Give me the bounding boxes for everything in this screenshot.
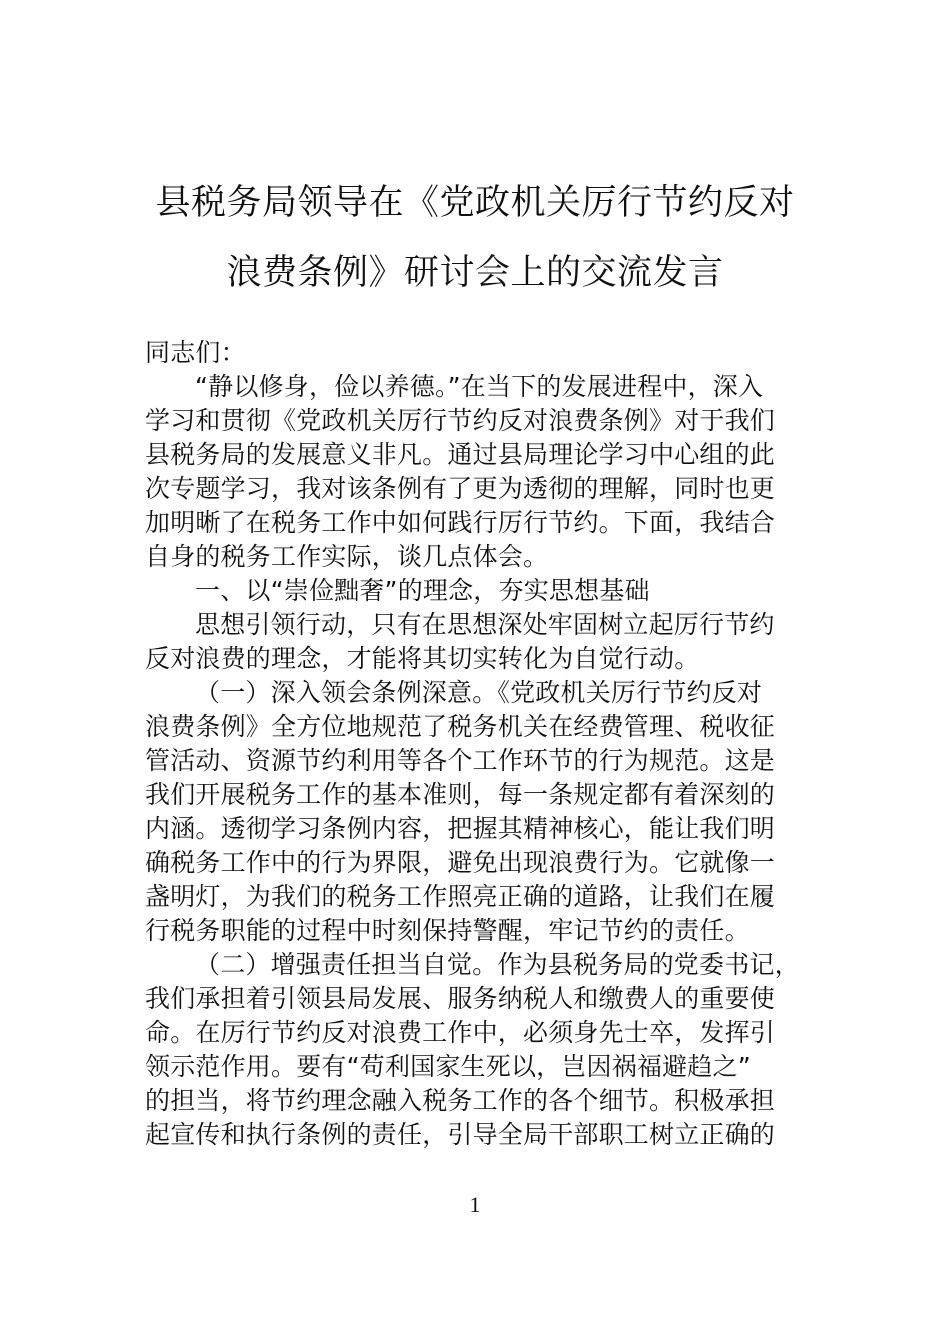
- section-heading: 一、以“崇俭黜奢”的理念，夯实思想基础: [195, 576, 650, 605]
- paragraph-line: 的担当，将节约理念融入税务工作的各个细节。积极承担: [145, 1086, 776, 1115]
- salutation: 同志们：: [145, 338, 246, 367]
- paragraph-line: 次专题学习，我对该条例有了更为透彻的理解，同时也更: [145, 474, 776, 503]
- title-line-1: 县税务局领导在《党政机关厉行节约反对: [155, 183, 795, 223]
- paragraph-line: 浪费条例》全方位地规范了税务机关在经费管理、税收征: [145, 712, 776, 741]
- document-title: [140, 168, 810, 308]
- paragraph-line: 行税务职能的过程中时刻保持警醒，牢记节约的责任。: [145, 916, 750, 945]
- subsection-line: （一）深入领会条例深意。《党政机关厉行节约反对: [195, 678, 763, 707]
- paragraph-line: “静以修身，俭以养德。”在当下的发展进程中，深入: [195, 372, 764, 401]
- paragraph-line: 确税务工作中的行为界限，避免出现浪费行为。它就像一: [145, 848, 776, 877]
- paragraph-line: 盏明灯，为我们的税务工作照亮正确的道路，让我们在履: [145, 882, 776, 911]
- paragraph-line: 我们承担着引领县局发展、服务纳税人和缴费人的重要使: [145, 984, 776, 1013]
- paragraph-line: 反对浪费的理念，才能将其切实转化为自觉行动。: [145, 644, 700, 673]
- paragraph-line: 加明晰了在税务工作中如何践行厉行节约。下面，我结合: [145, 508, 776, 537]
- title-line-2: 浪费条例》研讨会上的交流发言: [226, 253, 724, 293]
- paragraph-line: 我们开展税务工作的基本准则，每一条规定都有着深刻的: [145, 780, 776, 809]
- paragraph-line: 学习和贯彻《党政机关厉行节约反对浪费条例》对于我们: [145, 406, 776, 435]
- subsection-line: （二）增强责任担当自觉。作为县税务局的党委书记，: [195, 950, 800, 979]
- paragraph-line: 命。在厉行节约反对浪费工作中，必须身先士卒，发挥引: [145, 1018, 776, 1047]
- document-body: [145, 336, 815, 1152]
- paragraph-line: 管活动、资源节约利用等各个工作环节的行为规范。这是: [145, 746, 776, 775]
- paragraph-line: 内涵。透彻学习条例内容，把握其精神核心，能让我们明: [145, 814, 776, 843]
- paragraph-line: 县税务局的发展意义非凡。通过县局理论学习中心组的此: [145, 440, 776, 469]
- paragraph-line: 思想引领行动，只有在思想深处牢固树立起厉行节约: [195, 610, 775, 639]
- paragraph-line: 领示范作用。要有“苟利国家生死以，岂因祸福避趋之”: [145, 1052, 751, 1081]
- page-number: 1: [469, 1192, 481, 1217]
- paragraph-line: 起宣传和执行条例的责任，引导全局干部职工树立正确的: [145, 1120, 776, 1149]
- paragraph-line: 自身的税务工作实际，谈几点体会。: [145, 542, 549, 571]
